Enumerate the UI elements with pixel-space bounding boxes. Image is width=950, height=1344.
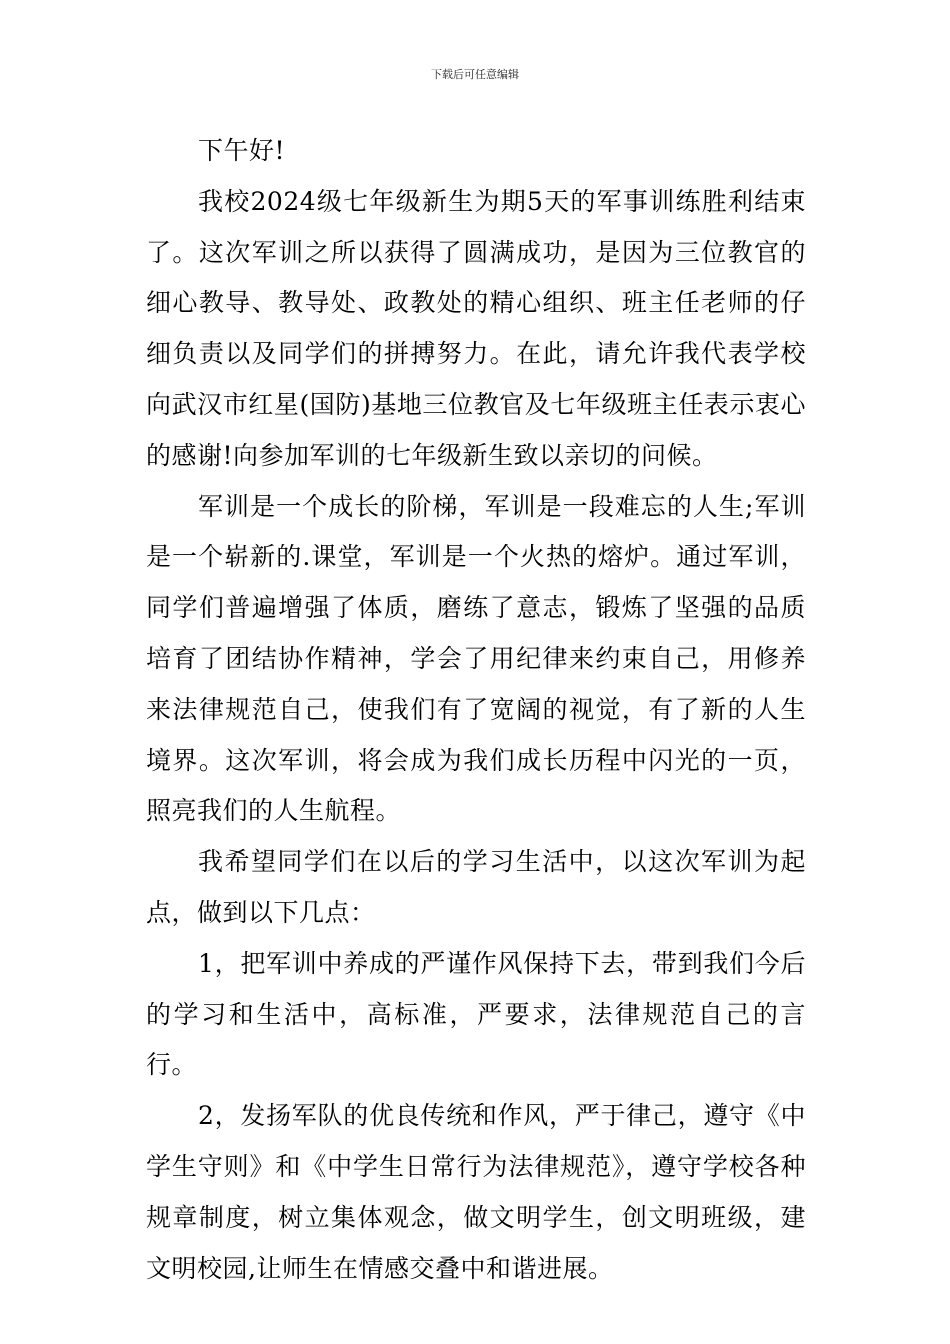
paragraph-training-significance: 军训是一个成长的阶梯，军训是一段难忘的人生;军训是一个崭新的.课堂，军训是一个火热的熔炉。通过军训，同学们普遍增强了体质，磨练了意志，锻炼了坚强的品质培育了团结协作精神，学会了用纪律来约束自己，用修养来法律规范自己，使我们有了宽阔的视觉，有了新的人生境界。这次军训，将会成为我们成长历程中闪光的一页，照亮我们的人生航程。 [146,491,806,826]
paragraph-military-training-summary: 我校2024级七年级新生为期5天的军事训练胜利结束了。这次军训之所以获得了圆满成功，是因为三位教官的细心教导、教导处、政教处的精心组织、班主任老师的仔细负责以及同学们的拼搏努力。在此，请允许我代表学校向武汉市红星(国防)基地三位教官及七年级班主任表示衷心的感谢!向参加军训的七年级新生致以亲切的问候。 [146,186,806,470]
paragraph-point-1: 1，把军训中养成的严谨作风保持下去，带到我们今后的学习和生活中，高标准，严要求，法律规范自己的言行。 [146,948,806,1080]
paragraph-hopes-intro: 我希望同学们在以后的学习生活中，以这次军训为起点，做到以下几点： [146,847,806,927]
document-body [146,126,806,1294]
salutation: 下午好! [198,136,286,165]
paragraph-point-2: 2，发扬军队的优良传统和作风，严于律己，遵守《中学生守则》和《中学生日常行为法律规范》，遵守学校各种规章制度，树立集体观念，做文明学生，创文明班级，建文明校园,让师生在情感交叠中和谐进展。 [146,1101,806,1283]
header-note: 下载后可任意编辑 [431,68,519,81]
